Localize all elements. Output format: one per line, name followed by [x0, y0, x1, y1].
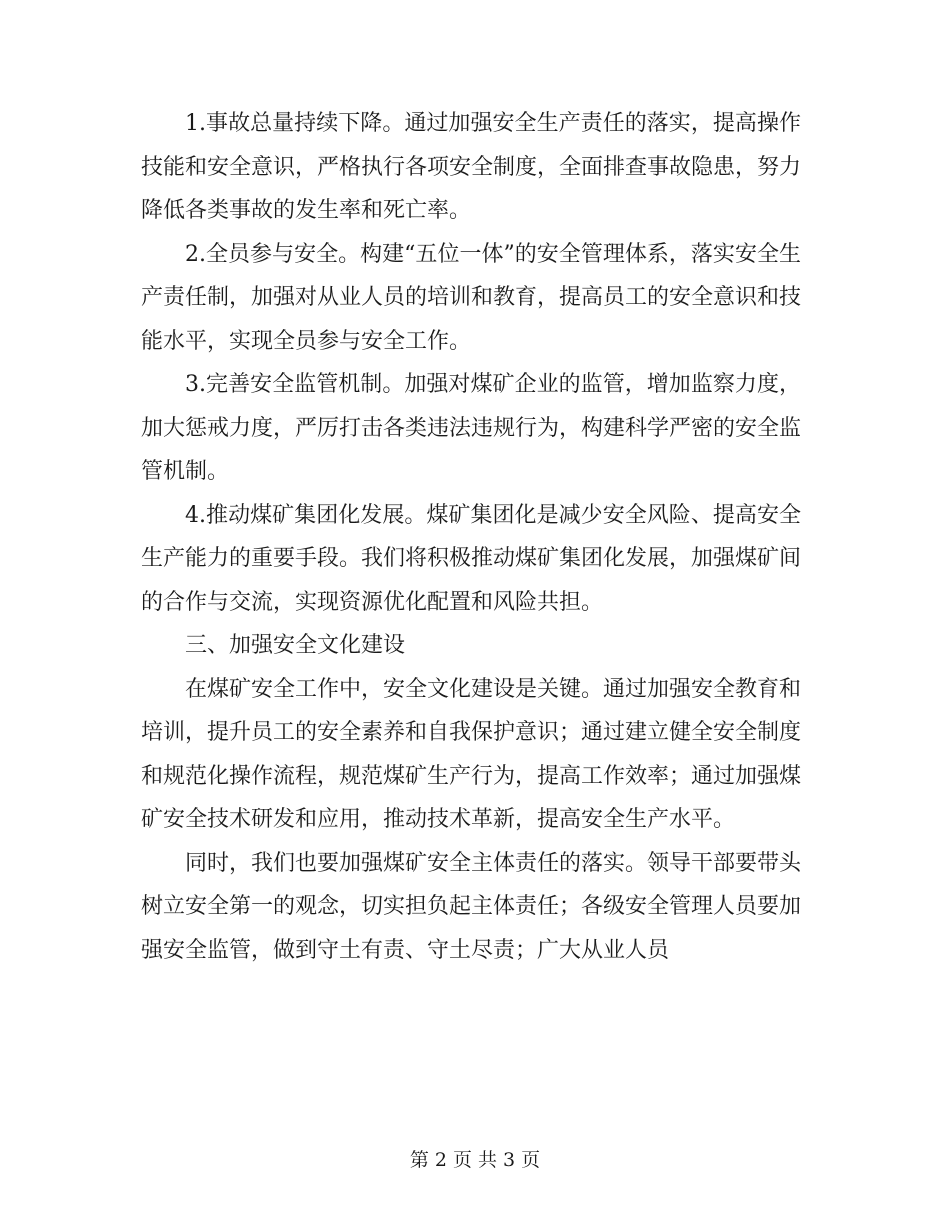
paragraph-safety-culture: 在煤矿安全工作中，安全文化建设是关键。通过加强安全教育和培训，提升员工的安全素养和自我保护意识；通过建立健全安全制度和规范化操作流程，规范煤矿生产行为，提高工作效率；通过加强煤矿安全技术研发和应用，推动技术革新，提高安全生产水平。 — [141, 676, 802, 832]
paragraph-goal-4: 4.推动煤矿集团化发展。煤矿集团化是减少安全风险、提高安全生产能力的重要手段。我们将积极推动煤矿集团化发展，加强煤矿间的合作与交流，实现资源优化配置和风险共担。 — [141, 502, 802, 615]
paragraph-goal-3: 3.完善安全监管机制。加强对煤矿企业的监管，增加监察力度，加大惩戒力度，严厉打击各类违法违规行为，构建科学严密的安全监管机制。 — [141, 372, 802, 484]
paragraph-responsibility: 同时，我们也要加强煤矿安全主体责任的落实。领导干部要带头树立安全第一的观念，切实担负起主体责任；各级安全管理人员要加强安全监管，做到守土有责、守土尽责；广大从业人员 — [141, 850, 802, 963]
document-body — [141, 102, 801, 972]
page-number-footer: 第 2 页 共 3 页 — [409, 1149, 541, 1171]
section-heading: 三、加强安全文化建设 — [185, 633, 406, 658]
paragraph-goal-2: 2.全员参与安全。构建“五位一体”的安全管理体系，落实安全生产责任制，加强对从业人员的培训和教育，提高员工的安全意识和技能水平，实现全员参与安全工作。 — [141, 241, 802, 354]
paragraph-goal-1: 1.事故总量持续下降。通过加强安全生产责任的落实，提高操作技能和安全意识，严格执行各项安全制度，全面排查事故隐患，努力降低各类事故的发生率和死亡率。 — [141, 111, 802, 223]
